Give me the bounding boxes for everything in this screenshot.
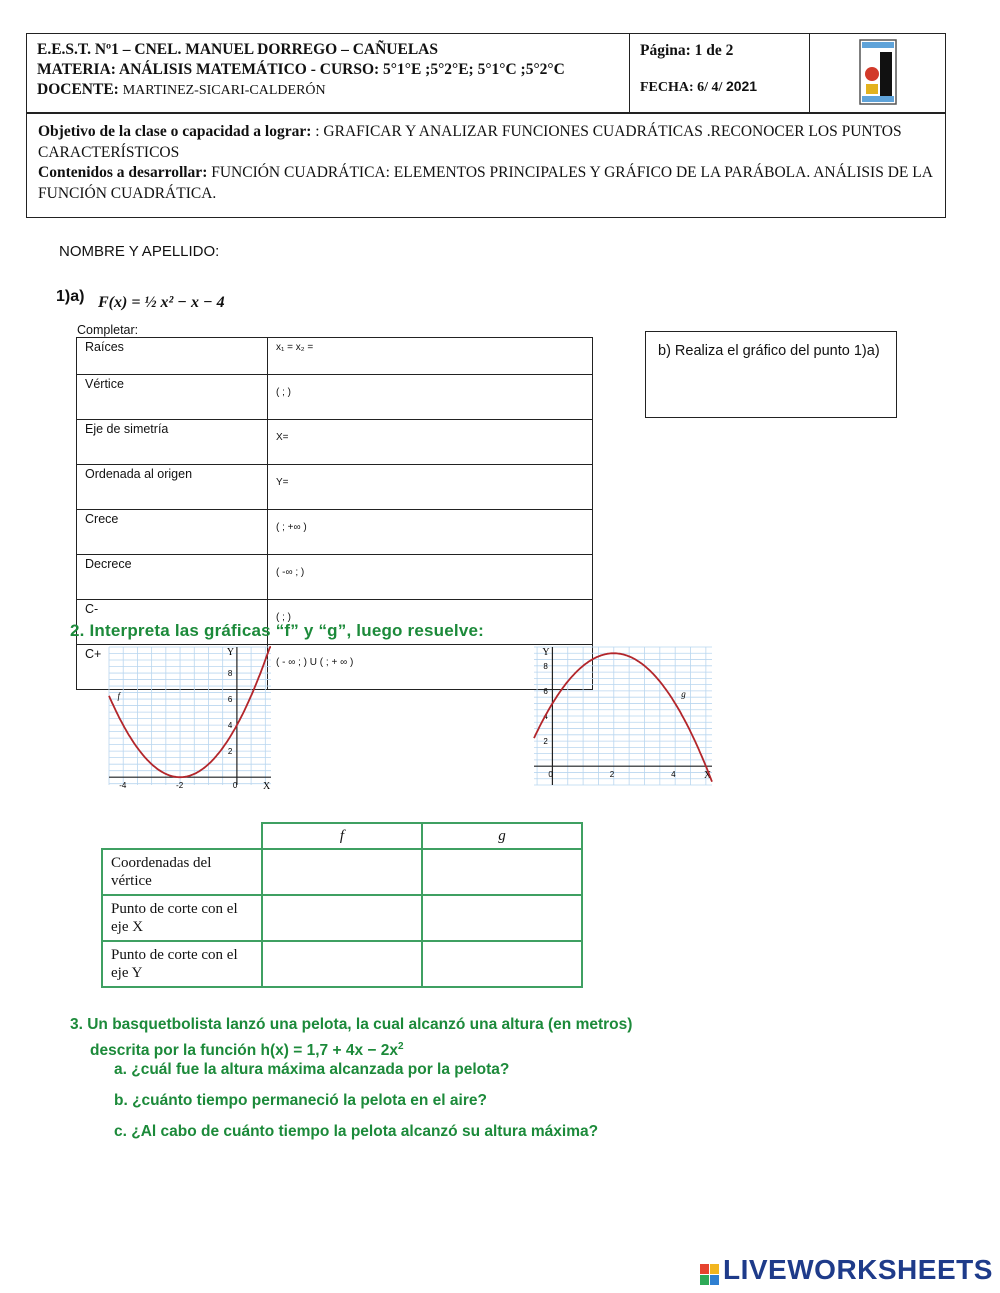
row-label: Crece: [77, 510, 268, 555]
x-tick-label: -2: [176, 781, 184, 789]
y-axis-label: Y: [542, 647, 550, 658]
brand-text: LIVEWORKSHEETS: [723, 1254, 993, 1285]
y-tick-label: 8: [543, 661, 548, 671]
row-label: C+: [77, 645, 268, 690]
series-line-g: [534, 653, 712, 781]
chart-g: [530, 643, 716, 789]
q3-c: c. ¿Al cabo de cuánto tiempo la pelota alcanzó su altura máxima?: [114, 1123, 599, 1140]
row-answer[interactable]: ( ; ): [268, 375, 593, 420]
row-answer[interactable]: ( - ∞ ; ) U ( ; + ∞ ): [268, 645, 593, 690]
materia: MATERIA: ANÁLISIS MATEMÁTICO - CURSO: 5°1°E ;5°2°E; 5°1°C ;5°2°C: [37, 61, 565, 78]
row-label: Raíces: [77, 338, 268, 375]
x-tick-label: -4: [119, 781, 127, 789]
row-answer[interactable]: ( -∞ ; ): [268, 555, 593, 600]
q1-number: 1)a): [56, 288, 85, 305]
q3-b: b. ¿cuánto tiempo permaneció la pelota en el aire?: [114, 1092, 487, 1109]
row-label: Vértice: [77, 375, 268, 420]
table-row: [77, 555, 593, 600]
y-tick-label: 4: [543, 712, 548, 721]
table-row: [77, 338, 593, 375]
school-logo-cell: [810, 34, 945, 112]
header-box: [26, 33, 946, 113]
student-name-label: NOMBRE Y APELLIDO:: [59, 243, 220, 260]
page-number: Página: 1 de 2: [640, 42, 734, 59]
header-f: f: [262, 823, 422, 849]
row-label: C-: [77, 600, 268, 645]
graph-task-box: b) Realiza el gráfico del punto 1)a): [645, 331, 897, 418]
table-row: [77, 510, 593, 555]
y-tick-label: 8: [227, 669, 233, 679]
table-row: [77, 465, 593, 510]
header-info: [27, 34, 630, 112]
answer-cell-g[interactable]: [422, 941, 582, 987]
q3-a: a. ¿cuál fue la altura máxima alcanzada por la pelota?: [114, 1061, 510, 1078]
objective-text: : GRAFICAR Y ANALIZAR FUNCIONES CUADRÁTICAS .RECONOCER LOS PUNTOS CARACTERÍSTICOS: [38, 123, 902, 161]
row-answer[interactable]: Y=: [268, 465, 593, 510]
series-label: g: [681, 689, 686, 700]
docente-value: MARTINEZ-SICARI-CALDERÓN: [122, 83, 326, 98]
x-axis-label: X: [263, 781, 271, 789]
table-row: [102, 941, 582, 987]
row-answer[interactable]: X=: [268, 420, 593, 465]
q3-formula: descrita por la función h(x) = 1,7 + 4x − 2x: [90, 1042, 398, 1060]
row-label: Coordenadas del vértice: [102, 849, 262, 895]
q1-formula: F(x) = ½ x² − x − 4: [98, 294, 225, 311]
chart-f: [105, 643, 275, 789]
table-row: [102, 849, 582, 895]
contents-text: FUNCIÓN CUADRÁTICA: ELEMENTOS PRINCIPALES Y GRÁFICO DE LA PARÁBOLA. ANÁLISIS DE LA FUNCIÓN CUADRÁTICA.: [38, 164, 933, 202]
empty-header-cell: [102, 823, 262, 849]
fecha-label: FECHA: 6/ 4/: [640, 80, 723, 95]
brand-mark-icon: [700, 1261, 720, 1283]
x-axis-label: X: [704, 770, 712, 782]
y-tick-label: 6: [543, 686, 548, 696]
y-tick-label: 4: [227, 721, 233, 731]
q3-line1: 3. Un basquetbolista lanzó una pelota, la cual alcanzó una altura (en metros): [70, 1016, 633, 1033]
q3-line2: [90, 1036, 404, 1061]
answer-cell-f[interactable]: [262, 895, 422, 941]
q3-block: [70, 1014, 710, 1154]
q2-title: 2. Interpreta las gráficas “f” y “g”, luego resuelve:: [70, 621, 485, 640]
table-header-row: [102, 823, 582, 849]
y-tick-label: 2: [543, 737, 548, 747]
answer-cell-g[interactable]: [422, 895, 582, 941]
brand-logo: [700, 1254, 993, 1286]
series-label: f: [117, 691, 121, 702]
row-answer[interactable]: ( ; ): [268, 600, 593, 645]
header-g: g: [422, 823, 582, 849]
table-row: [77, 375, 593, 420]
row-answer[interactable]: ( ; +∞ ): [268, 510, 593, 555]
table-row: [77, 420, 593, 465]
row-label: Eje de simetría: [77, 420, 268, 465]
row-label: Decrece: [77, 555, 268, 600]
answer-cell-g[interactable]: [422, 849, 582, 895]
fecha-year: 2021: [725, 78, 758, 94]
x-tick-label: 0: [548, 770, 553, 780]
x-tick-label: 2: [609, 770, 615, 780]
y-tick-label: 2: [227, 747, 233, 757]
objective-label: Objetivo de la clase o capacidad a lograr:: [38, 123, 312, 140]
q3-exponent: 2: [397, 1041, 404, 1052]
table-row: [102, 895, 582, 941]
objective-box: [26, 113, 946, 218]
school-logo: [810, 34, 945, 112]
docente-label: DOCENTE:: [37, 81, 119, 98]
completar-label: Completar:: [77, 323, 139, 337]
row-label: Punto de corte con el eje Y: [102, 941, 262, 987]
x-tick-label: 4: [671, 770, 676, 780]
header-page: [630, 34, 810, 112]
y-axis-label: Y: [226, 647, 235, 658]
q2-table: [101, 822, 583, 988]
y-tick-label: 6: [227, 695, 233, 705]
row-answer[interactable]: x₁ = x₂ =: [268, 338, 593, 375]
x-tick-label: 0: [232, 781, 238, 789]
row-label: Punto de corte con el eje X: [102, 895, 262, 941]
row-label: Ordenada al origen: [77, 465, 268, 510]
contents-label: Contenidos a desarrollar:: [38, 164, 208, 181]
school-name: E.E.S.T. Nº1 – CNEL. MANUEL DORREGO – CAÑUELAS: [37, 41, 438, 58]
answer-cell-f[interactable]: [262, 849, 422, 895]
answer-cell-f[interactable]: [262, 941, 422, 987]
